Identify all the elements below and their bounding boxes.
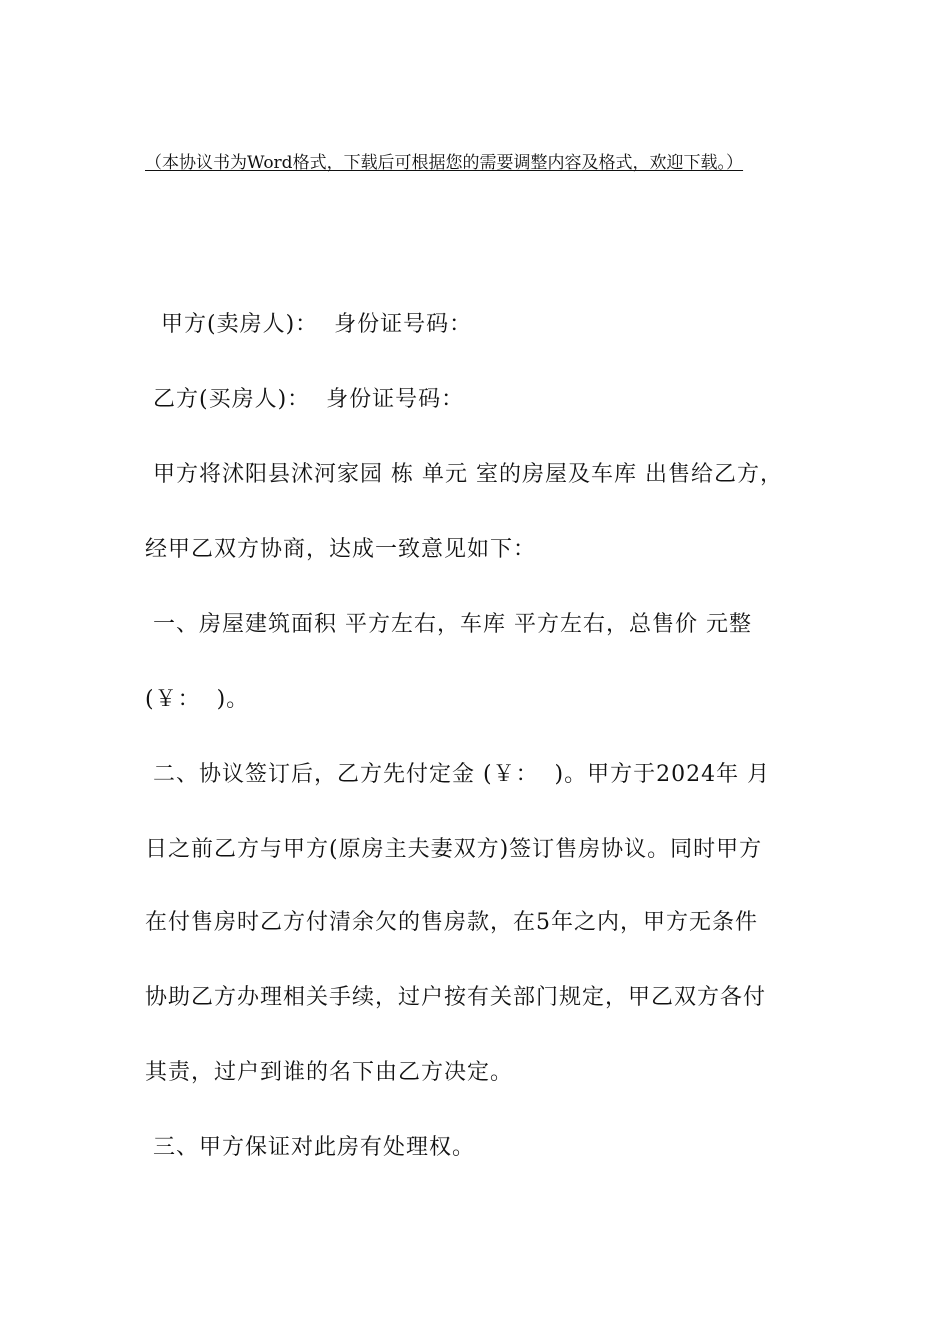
intro-line-2: 经甲乙双方协商，达成一致意见如下： — [145, 537, 537, 562]
intro-line-1: 甲方将沭阳县沭河家园 栋 单元 室的房屋及车库 出售给乙方， — [145, 462, 783, 487]
clause-2-line-1: 二、协议签订后，乙方先付定金 (￥： )。甲方于2024年 月 — [145, 762, 771, 787]
clause-1-line-1: 一、房屋建筑面积 平方左右，车库 平方左右，总售价 元整 — [145, 612, 752, 637]
clause-2-line-5: 其责，过户到谁的名下由乙方决定。 — [145, 1060, 514, 1085]
clause-2-line-2: 日之前乙方与甲方(原房主夫妻双方)签订售房协议。同时甲方 — [145, 837, 763, 862]
clause-2-line-4: 协助乙方办理相关手续，过户按有关部门规定，甲乙双方各付 — [145, 985, 767, 1010]
clause-2-line-3: 在付售房时乙方付清余欠的售房款，在5年之内，甲方无条件 — [145, 910, 758, 935]
party-a-line: 甲方(卖房人)： 身份证号码： — [145, 312, 473, 337]
party-b-line: 乙方(买房人)： 身份证号码： — [145, 387, 465, 412]
clause-3-line-1: 三、甲方保证对此房有处理权。 — [145, 1135, 475, 1160]
format-note: （本协议书为Word格式，下载后可根据您的需要调整内容及格式，欢迎下载。） — [145, 153, 744, 173]
clause-1-line-2: (￥： )。 — [145, 687, 250, 712]
